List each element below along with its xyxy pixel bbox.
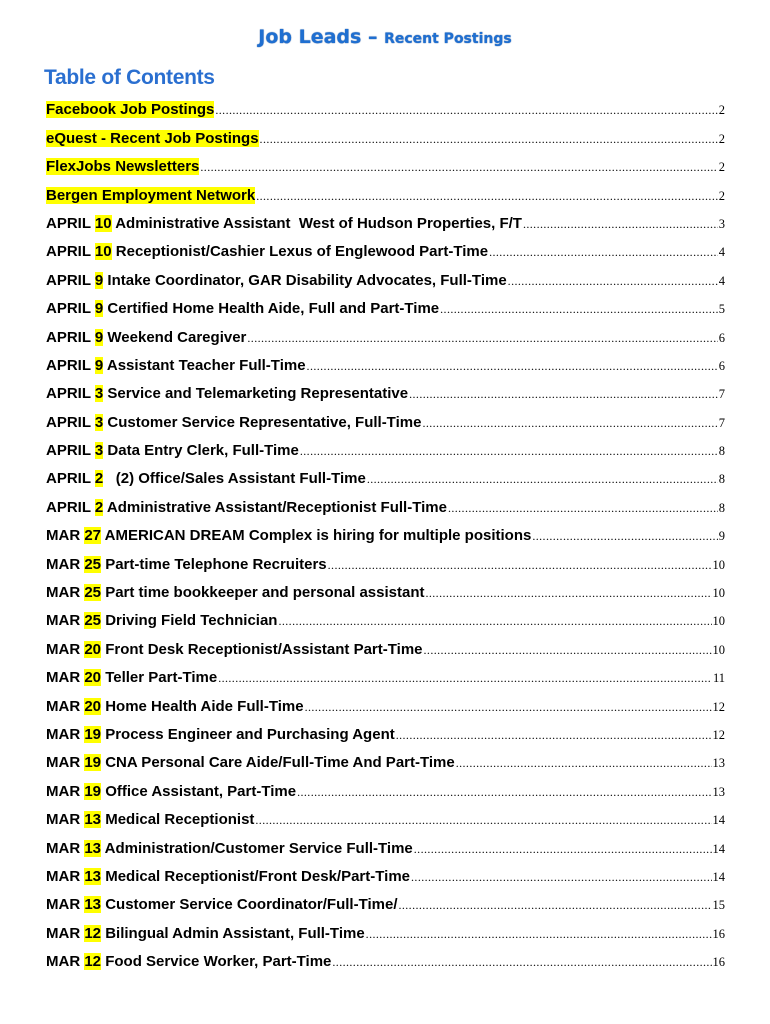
posting-day: 27	[84, 527, 102, 545]
toc-entry[interactable]	[46, 634, 725, 662]
toc-entry[interactable]	[46, 918, 725, 946]
toc-section-label[interactable]	[46, 130, 259, 147]
toc-entry[interactable]	[46, 691, 725, 719]
posting-month: MAR	[46, 640, 81, 658]
posting-day: 25	[84, 612, 102, 630]
dot-leader	[409, 387, 718, 402]
posting-month: MAR	[46, 669, 81, 687]
toc-entry[interactable]	[46, 805, 725, 833]
posting-month: APRIL	[46, 271, 91, 289]
toc-page-number: 7	[718, 415, 725, 430]
toc-posting-label[interactable]	[46, 726, 395, 743]
toc-entry[interactable]	[46, 436, 725, 464]
toc-posting-label[interactable]	[46, 925, 365, 942]
posting-day: 13	[84, 839, 102, 857]
posting-day: 9	[94, 356, 104, 374]
toc-page-number: 2	[718, 131, 725, 146]
posting-day: 13	[84, 811, 102, 829]
dot-leader	[398, 898, 711, 913]
toc-section-label-text[interactable]: eQuest - Recent Job Postings	[46, 129, 259, 147]
toc-posting-label[interactable]	[46, 470, 366, 487]
toc-posting-label[interactable]	[46, 215, 522, 232]
toc-posting-label[interactable]	[46, 698, 304, 715]
posting-title: Weekend Caregiver	[107, 328, 247, 346]
posting-month: APRIL	[46, 356, 91, 374]
posting-month: MAR	[46, 555, 81, 573]
posting-title: Administrative Assistant West of Hudson Properties, F/T	[115, 214, 522, 232]
dot-leader	[396, 728, 712, 743]
toc-page-number: 12	[712, 727, 725, 742]
posting-day: 3	[94, 442, 104, 460]
toc-posting-label[interactable]	[46, 527, 531, 544]
posting-month: MAR	[46, 924, 81, 942]
title-sub: Recent Postings	[384, 31, 512, 47]
toc-posting-label[interactable]	[46, 896, 397, 913]
posting-day: 9	[94, 271, 104, 289]
posting-title: Part-time Telephone Recruiters	[105, 555, 327, 573]
toc-page-number: 8	[718, 472, 725, 487]
toc-page-number: 10	[712, 586, 725, 601]
toc-entry[interactable]	[46, 606, 725, 634]
posting-title: Data Entry Clerk, Full-Time	[107, 442, 299, 460]
posting-day: 13	[84, 896, 102, 914]
posting-day: 3	[94, 413, 104, 431]
posting-day: 12	[84, 953, 102, 971]
toc-entry[interactable]	[46, 322, 725, 350]
dot-leader	[456, 756, 712, 771]
toc-posting-label[interactable]	[46, 243, 488, 260]
toc-entry[interactable]	[46, 237, 725, 265]
toc-page-number: 10	[712, 642, 725, 657]
toc-page-number: 3	[718, 216, 725, 231]
posting-day: 20	[84, 640, 102, 658]
posting-day: 25	[84, 584, 102, 602]
toc-page-number: 8	[718, 500, 725, 515]
posting-month: MAR	[46, 754, 81, 772]
toc-section-label[interactable]	[46, 101, 214, 118]
toc-page-number: 4	[718, 273, 725, 288]
toc-entry[interactable]	[46, 890, 725, 918]
toc-page-number: 6	[718, 358, 725, 373]
dot-leader	[328, 558, 712, 573]
posting-title: Process Engineer and Purchasing Agent	[105, 725, 395, 743]
toc-entry[interactable]	[46, 776, 725, 804]
toc-entry[interactable]	[46, 351, 725, 379]
dot-leader	[425, 586, 711, 601]
dot-leader	[532, 529, 717, 544]
dot-leader	[367, 472, 718, 487]
toc-heading: Table of Contents	[44, 66, 215, 89]
posting-day: 12	[84, 924, 102, 942]
posting-title: Customer Service Coordinator/Full-Time/	[105, 896, 398, 914]
dot-leader	[411, 870, 711, 885]
posting-month: MAR	[46, 867, 81, 885]
posting-month: MAR	[46, 953, 81, 971]
toc-posting-label[interactable]	[46, 329, 246, 346]
toc-entry[interactable]	[46, 492, 725, 520]
dot-leader	[523, 217, 718, 232]
posting-day: 2	[94, 470, 104, 488]
posting-month: APRIL	[46, 300, 91, 318]
toc-page-number: 14	[712, 813, 725, 828]
posting-title: CNA Personal Care Aide/Full-Time And Part-Time	[105, 754, 455, 772]
toc-entry[interactable]	[46, 180, 725, 208]
posting-title: Home Health Aide Full-Time	[105, 697, 304, 715]
posting-month: APRIL	[46, 498, 91, 516]
posting-title: Driving Field Technician	[105, 612, 278, 630]
toc-page-number: 11	[712, 671, 725, 686]
toc-posting-label[interactable]	[46, 783, 296, 800]
toc-page-number: 4	[718, 245, 725, 260]
toc-entry[interactable]	[46, 833, 725, 861]
dot-leader	[440, 302, 718, 317]
toc-posting-label[interactable]	[46, 272, 507, 289]
toc-page-number: 2	[718, 160, 725, 175]
toc-posting-label[interactable]	[46, 840, 413, 857]
toc-posting-label[interactable]	[46, 868, 410, 885]
toc-entry[interactable]	[46, 265, 725, 293]
toc-posting-label[interactable]	[46, 499, 447, 516]
posting-month: MAR	[46, 584, 81, 602]
table-of-contents	[46, 95, 725, 975]
posting-day: 19	[84, 725, 102, 743]
toc-posting-label[interactable]	[46, 556, 327, 573]
posting-title: Administration/Customer Service Full-Time	[104, 839, 413, 857]
posting-title: Medical Receptionist	[105, 811, 255, 829]
dot-leader	[448, 501, 718, 516]
posting-month: MAR	[46, 612, 81, 630]
posting-title: Receptionist/Cashier Lexus of Englewood Part-Time	[115, 243, 489, 261]
toc-section-label[interactable]	[46, 158, 199, 175]
toc-page-number: 13	[712, 756, 725, 771]
posting-title: Part time bookkeeper and personal assistant	[105, 584, 425, 602]
toc-posting-label[interactable]	[46, 953, 331, 970]
dot-leader	[300, 444, 718, 459]
dot-leader	[424, 643, 712, 658]
toc-posting-label[interactable]	[46, 357, 306, 374]
toc-posting-label[interactable]	[46, 669, 217, 686]
toc-page-number: 10	[712, 557, 725, 572]
posting-title: Certified Home Health Aide, Full and Part-Time	[107, 300, 440, 318]
toc-page-number: 14	[712, 869, 725, 884]
posting-month: MAR	[46, 725, 81, 743]
toc-entry[interactable]	[46, 95, 725, 123]
document-title	[0, 26, 770, 48]
toc-entry[interactable]	[46, 464, 725, 492]
toc-entry[interactable]	[46, 209, 725, 237]
toc-page-number: 12	[712, 699, 725, 714]
dot-leader	[332, 955, 711, 970]
posting-title: Assistant Teacher Full-Time	[106, 356, 306, 374]
toc-section-label-text[interactable]: Bergen Employment Network	[46, 186, 256, 204]
dot-leader	[414, 842, 712, 857]
posting-title: Office Assistant, Part-Time	[105, 782, 297, 800]
posting-title: AMERICAN DREAM Complex is hiring for multiple positions	[104, 527, 532, 545]
posting-month: MAR	[46, 697, 81, 715]
dot-leader	[247, 331, 717, 346]
posting-title: (2) Office/Sales Assistant Full-Time	[107, 470, 366, 488]
toc-page-number: 5	[718, 302, 725, 317]
toc-page-number: 7	[718, 387, 725, 402]
posting-title: Food Service Worker, Part-Time	[105, 953, 332, 971]
posting-month: APRIL	[46, 385, 91, 403]
posting-day: 10	[94, 243, 112, 261]
posting-day: 10	[94, 214, 112, 232]
posting-month: APRIL	[46, 413, 91, 431]
toc-page-number: 16	[712, 955, 725, 970]
toc-entry[interactable]	[46, 521, 725, 549]
dot-leader	[307, 359, 718, 374]
toc-entry[interactable]	[46, 748, 725, 776]
toc-entry[interactable]	[46, 379, 725, 407]
dot-leader	[218, 671, 712, 686]
posting-title: Intake Coordinator, GAR Disability Advocates, Full-Time	[107, 271, 507, 289]
dot-leader	[260, 132, 718, 147]
toc-page-number: 15	[712, 898, 725, 913]
posting-title: Customer Service Representative, Full-Time	[107, 413, 422, 431]
toc-posting-label[interactable]	[46, 641, 423, 658]
dot-leader	[489, 245, 718, 260]
toc-posting-label[interactable]	[46, 584, 424, 601]
posting-title: Administrative Assistant/Receptionist Full-Time	[106, 498, 447, 516]
dot-leader	[256, 189, 718, 204]
dot-leader	[200, 160, 717, 175]
title-dash: –	[361, 26, 385, 48]
toc-entry[interactable]	[46, 407, 725, 435]
toc-entry[interactable]	[46, 663, 725, 691]
toc-page-number: 8	[718, 444, 725, 459]
dot-leader	[366, 927, 712, 942]
toc-posting-label[interactable]	[46, 385, 408, 402]
posting-day: 20	[84, 697, 102, 715]
toc-entry[interactable]	[46, 123, 725, 151]
toc-entry[interactable]	[46, 720, 725, 748]
toc-entry[interactable]	[46, 152, 725, 180]
posting-day: 13	[84, 867, 102, 885]
toc-entry[interactable]	[46, 549, 725, 577]
dot-leader	[278, 614, 711, 629]
posting-month: APRIL	[46, 243, 91, 261]
posting-day: 9	[94, 328, 104, 346]
toc-entry[interactable]	[46, 862, 725, 890]
dot-leader	[215, 103, 717, 118]
posting-month: MAR	[46, 782, 81, 800]
posting-title: Front Desk Receptionist/Assistant Part-Time	[105, 640, 423, 658]
toc-page-number: 6	[718, 330, 725, 345]
posting-day: 3	[94, 385, 104, 403]
dot-leader	[422, 416, 717, 431]
title-main: Job Leads	[258, 26, 362, 48]
toc-posting-label[interactable]	[46, 612, 277, 629]
posting-month: MAR	[46, 811, 81, 829]
dot-leader	[305, 700, 712, 715]
toc-page-number: 2	[718, 103, 725, 118]
toc-page-number: 14	[712, 841, 725, 856]
dot-leader	[508, 274, 718, 289]
posting-month: APRIL	[46, 214, 91, 232]
toc-posting-label[interactable]	[46, 442, 299, 459]
posting-month: MAR	[46, 896, 81, 914]
toc-section-label[interactable]	[46, 187, 255, 204]
toc-page-number: 10	[712, 614, 725, 629]
toc-entry[interactable]	[46, 578, 725, 606]
toc-page-number: 13	[712, 784, 725, 799]
toc-entry[interactable]	[46, 947, 725, 975]
posting-title: Teller Part-Time	[105, 669, 218, 687]
dot-leader	[297, 785, 711, 800]
toc-posting-label[interactable]	[46, 811, 254, 828]
posting-month: APRIL	[46, 328, 91, 346]
posting-month: APRIL	[46, 442, 91, 460]
posting-day: 19	[84, 754, 102, 772]
toc-entry[interactable]	[46, 294, 725, 322]
posting-day: 2	[94, 498, 104, 516]
toc-page-number: 9	[718, 529, 725, 544]
posting-month: MAR	[46, 839, 81, 857]
posting-day: 19	[84, 782, 102, 800]
toc-section-label-text[interactable]: Facebook Job Postings	[46, 101, 215, 119]
toc-section-label-text[interactable]: FlexJobs Newsletters	[46, 158, 200, 176]
toc-posting-label[interactable]	[46, 414, 421, 431]
posting-title: Medical Receptionist/Front Desk/Part-Time	[105, 867, 411, 885]
posting-day: 9	[94, 300, 104, 318]
toc-posting-label[interactable]	[46, 300, 439, 317]
posting-title: Service and Telemarketing Representative	[107, 385, 409, 403]
toc-page-number: 16	[712, 926, 725, 941]
posting-day: 25	[84, 555, 102, 573]
toc-posting-label[interactable]	[46, 754, 455, 771]
toc-page-number: 2	[718, 188, 725, 203]
posting-day: 20	[84, 669, 102, 687]
posting-title: Bilingual Admin Assistant, Full-Time	[105, 924, 365, 942]
posting-month: MAR	[46, 527, 81, 545]
dot-leader	[255, 813, 711, 828]
posting-month: APRIL	[46, 470, 91, 488]
